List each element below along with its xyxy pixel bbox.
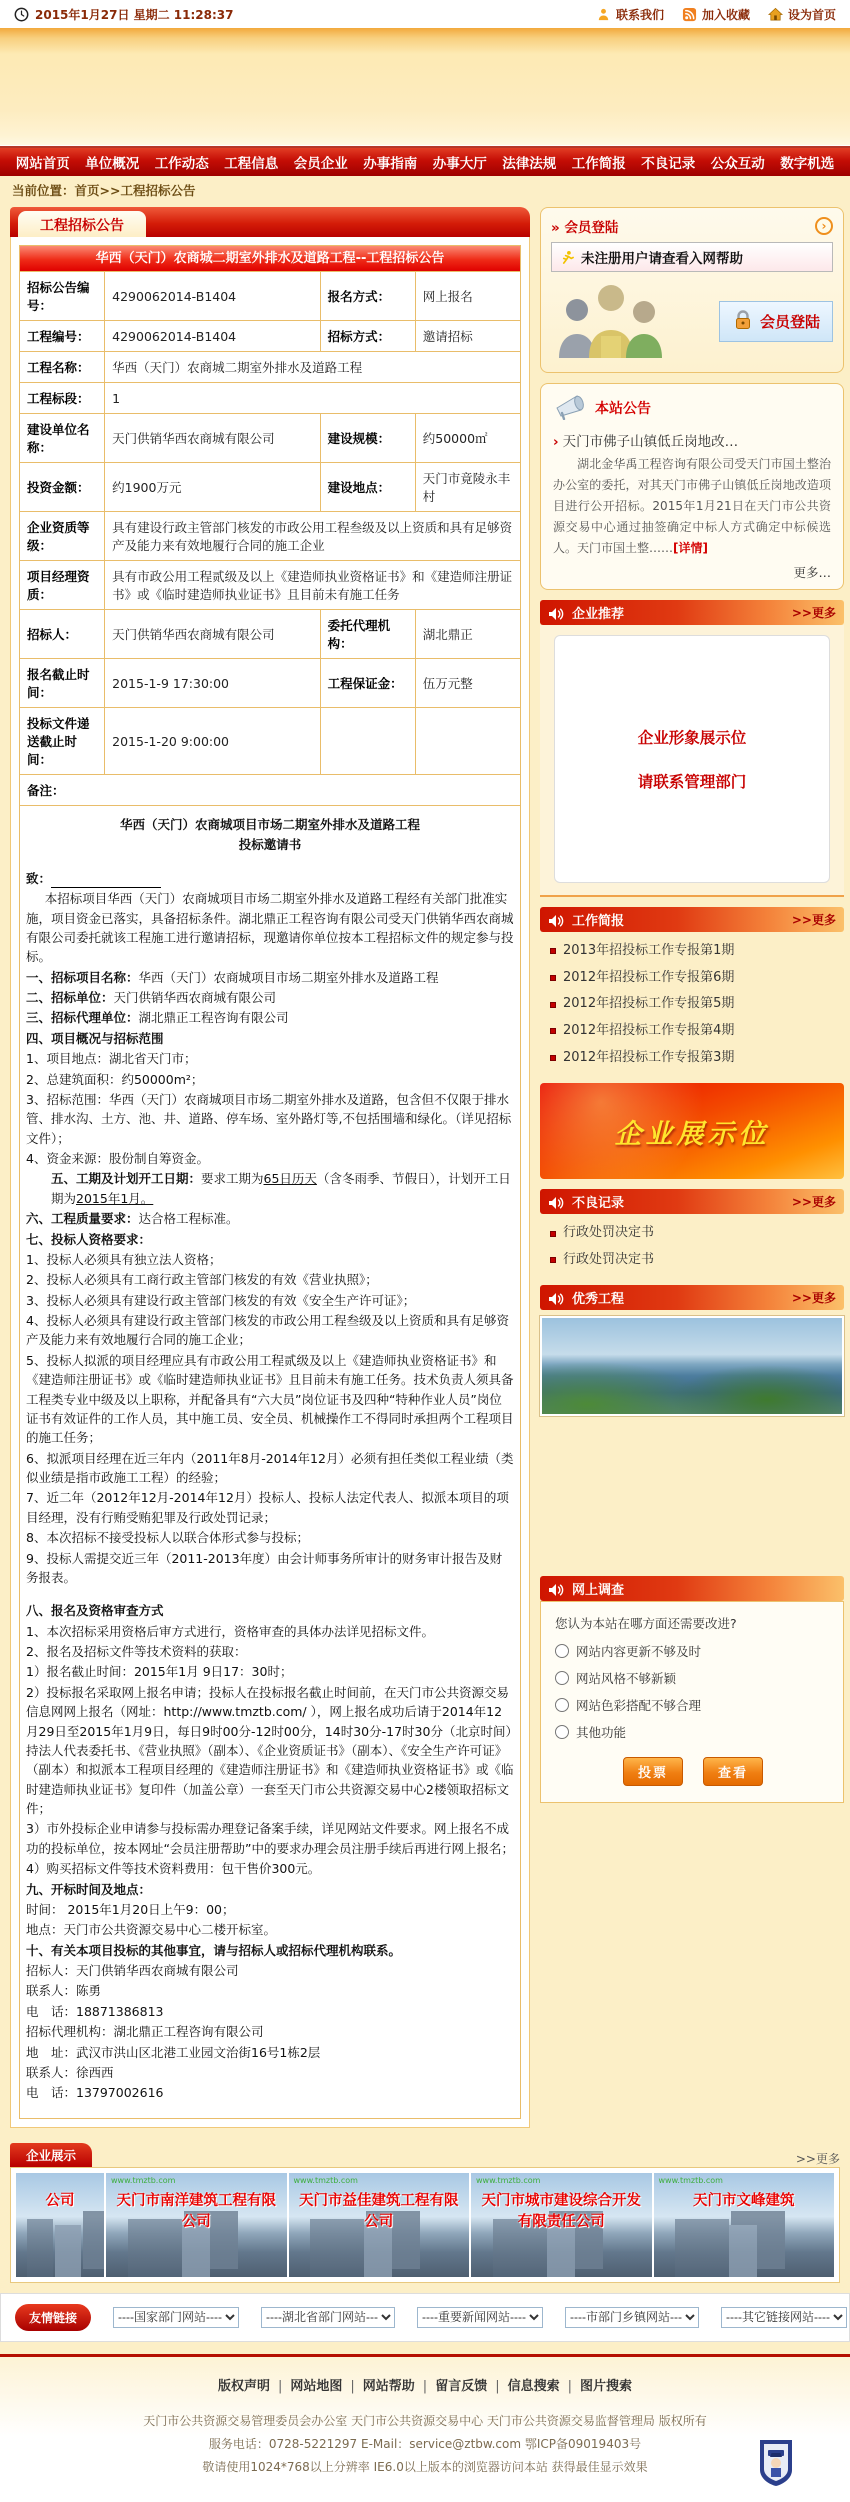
survey-option	[555, 1723, 831, 1741]
footer	[0, 2357, 850, 2502]
body-line: 投标邀请书	[238, 837, 302, 853]
nav-item-会员企业[interactable]: 会员企业	[293, 156, 348, 172]
body-line: 4、投标人必须具有建设行政主管部门核发的市政公用工程叁级及以上资质和具有足够资产及能力来有效地履行合同的施工企业；	[26, 1313, 509, 1348]
notice-more-link[interactable]: 更多…	[793, 565, 831, 580]
briefing-item-link[interactable]: 2012年招投标工作专报第6期	[550, 965, 840, 992]
announcement-title: 华西（天门）农商城二期室外排水及道路工程--工程招标公告	[19, 245, 521, 271]
field-label: 建设单位名称：	[20, 414, 105, 463]
sidebar-spacer	[540, 1416, 844, 1566]
briefing-item-link[interactable]: 2012年招投标工作专报第3期	[550, 1045, 840, 1072]
site-banner	[0, 28, 850, 146]
field-value	[415, 708, 520, 775]
body-line: 2、报名及招标文件等技术资料的获取：	[26, 1644, 247, 1659]
body-line: 本招标项目华西（天门）农商城项目市场二期室外排水及道路工程经有关部门批准实施，项目资金已落实，具备招标条件。湖北鼎正工程咨询有限公司受天门供销华西农商城有限公司委托就该工程施工进行邀请招标，现邀请你单位按本工程招标文件的规定参与投标。	[26, 891, 514, 965]
friend-links-select[interactable]	[417, 2307, 543, 2328]
breadcrumb	[0, 176, 850, 203]
body-line: 招标代理机构：湖北鼎正工程咨询有限公司	[26, 2024, 264, 2040]
site-notice-box	[540, 383, 844, 590]
contact-us-link[interactable]: 联系我们	[596, 6, 664, 23]
field-value: 湖北鼎正	[415, 610, 520, 659]
body-line: 1、投标人必须具有独立法人资格；	[26, 1251, 222, 1267]
nav-item-办事大厅[interactable]: 办事大厅	[432, 156, 487, 172]
rss-icon	[682, 7, 697, 22]
footer-link-网站帮助[interactable]: 网站帮助	[362, 2378, 415, 2394]
field-value: 具有市政公用工程贰级及以上《建造师执业资格证书》和《建造师注册证书》或《临时建造师执业证书》且目前未有施工任务	[105, 561, 521, 610]
banner-watermark: www.tmztb.com	[476, 2175, 541, 2185]
bullet-icon	[550, 1257, 556, 1263]
briefing-item-link[interactable]: 2012年招投标工作专报第5期	[550, 991, 840, 1018]
building-graphic	[27, 2219, 53, 2276]
notice-section-title: 本站公告	[595, 401, 651, 417]
survey-radio[interactable]	[555, 1698, 569, 1712]
body-line: 5、投标人拟派的项目经理应具有市政公用工程贰级及以上《建造师执业资格证书》和《建造师注册证书》或《临时建造师执业证书》且目前未有施工任务。技术负责人须具备工程类专业中级及以上职称，并配备具有“六大员”岗位证书及四种“特种作业人员”岗位证书有效证件的工作人员，其中施工员、安全员、机械操作工不得同时承担两个工程项目的施工任务；	[26, 1352, 514, 1446]
nav-item-工作简报[interactable]: 工作简报	[571, 156, 626, 172]
table-row	[20, 414, 521, 463]
survey-option	[555, 1696, 831, 1714]
breadcrumb-text: 当前位置：首页>>工程招标公告	[12, 182, 196, 198]
field-label	[320, 708, 415, 775]
body-line: 致：	[26, 869, 514, 888]
friend-links-bar	[0, 2293, 850, 2342]
body-line: 七、投标人资格要求：	[26, 1231, 152, 1247]
nav-item-办事指南[interactable]: 办事指南	[363, 156, 418, 172]
briefing-list	[540, 932, 844, 1073]
recommend-section-header: 企业推荐 >>更多	[540, 600, 844, 625]
clock-icon	[14, 7, 29, 22]
body-line: 2、总建筑面积：约50000m²；	[26, 1071, 204, 1087]
bullet-icon	[550, 1028, 556, 1034]
topbar	[0, 0, 850, 28]
body-line: 一、招标项目名称：华西（天门）农商城项目市场二期室外排水及道路工程	[26, 969, 439, 985]
survey-options	[555, 1642, 831, 1741]
field-value: 天门市竟陵永丰村	[415, 463, 520, 512]
field-value: 4290062014-B1404	[105, 272, 320, 321]
friend-links-select[interactable]	[113, 2307, 239, 2328]
footer-link-separator: |	[277, 2378, 283, 2394]
speaker-icon	[548, 1291, 564, 1305]
footer-link-separator: |	[495, 2378, 500, 2394]
body-line: 9、投标人需提交近三年（2011-2013年度）由会计师事务所审计的财务审计报告及财务报表。	[26, 1550, 503, 1585]
main-column	[10, 207, 530, 2128]
survey-box	[540, 1601, 844, 1803]
survey-radio[interactable]	[555, 1671, 569, 1685]
survey-option-label: 网站内容更新不够及时	[576, 1644, 702, 1660]
enterprise-banner[interactable]: 企业展示位	[540, 1083, 844, 1179]
panel-body	[10, 237, 530, 2128]
field-value: 1	[105, 383, 521, 414]
field-value: 2015-1-9 17:30:00	[105, 659, 320, 708]
add-favorite-link[interactable]: 加入收藏	[682, 6, 750, 23]
survey-option-label: 其他功能	[576, 1725, 627, 1741]
excellent-more-link[interactable]: >>更多	[791, 1291, 836, 1306]
field-label: 报名截止时间：	[20, 659, 105, 708]
members-graphic	[551, 280, 669, 362]
home-icon	[768, 7, 783, 22]
footer-link-separator: |	[422, 2378, 428, 2394]
briefing-more-link[interactable]: >>更多	[791, 913, 836, 927]
panel-title-tab: 工程招标公告	[18, 211, 146, 237]
body-line: 1、本次招标采用资格后审方式进行，资格审查的具体办法详见招标文件。	[26, 1623, 434, 1639]
nav-item-法律法规[interactable]: 法律法规	[502, 156, 557, 172]
banner-watermark: www.tmztb.com	[293, 2175, 358, 2185]
body-line: 3）市外投标企业申请参与投标需办理登记备案手续，详见网站文件要求。网上报名不成功的投标单位，按本网址“会员注册帮助”中的要求办理会员注册手续后再进行网上报名；	[26, 1821, 514, 1856]
showcase-title-tab: 企业展示	[10, 2143, 92, 2167]
speaker-icon	[548, 606, 564, 620]
showcase-strip	[10, 2168, 840, 2283]
table-row	[20, 610, 521, 659]
body-line	[26, 1588, 514, 1600]
footer-contact: 服务电话：0728-5221297 E-Mail：service@ztbw.com 鄂ICP备09019403号	[208, 2437, 642, 2452]
field-label: 工程标段：	[20, 383, 105, 414]
bad-records-section-header: 不良记录 >>更多	[540, 1189, 844, 1214]
company-banner-text: 天门市文峰建筑	[693, 2192, 795, 2209]
footer-browser-note: 敬请使用1024*768以上分辨率 IE6.0以上版本的浏览器访问本站 获得最佳显示效果	[202, 2460, 648, 2475]
notice-item-link[interactable]: › 天门市佛子山镇低丘岗地改…	[553, 434, 739, 450]
table-row	[20, 383, 521, 414]
table-row	[20, 512, 521, 561]
field-value: 约1900万元	[105, 463, 320, 512]
footer-links	[0, 2375, 850, 2394]
excellent-section-header: 优秀工程 >>更多	[540, 1285, 844, 1310]
survey-question: 您认为本站在哪方面还需要改进?	[555, 1616, 737, 1632]
body-line: 6、拟派项目经理在近三年内（2011年8月-2014年12月）必须有担任类似工程业绩（类似业绩是指市政施工工程）的经验；	[26, 1450, 514, 1485]
nav-item-工作动态[interactable]: 工作动态	[154, 156, 209, 172]
set-homepage-link[interactable]: 设为首页	[768, 6, 836, 23]
footer-link-separator: |	[567, 2378, 572, 2394]
field-label: 报名方式：	[320, 272, 415, 321]
recommend-placeholder: 企业形象展示位 请联系管理部门	[554, 635, 830, 883]
field-value: 具有建设行政主管部门核发的市政公用工程叁级及以上资质和具有足够资产及能力来有效地履行合同的施工企业	[105, 512, 521, 561]
nav-item-工程信息[interactable]: 工程信息	[224, 156, 279, 172]
police-badge-icon[interactable]	[754, 2436, 798, 2488]
recommend-body	[540, 625, 844, 897]
body-line: 六、工程质量要求：达合格工程标准。	[26, 1211, 239, 1227]
field-label: 招标人：	[20, 610, 105, 659]
banner-watermark: www.tmztb.com	[658, 2175, 723, 2185]
field-label: 委托代理机构：	[320, 610, 415, 659]
body-line: 二、招标单位：天门供销华西农商城有限公司	[26, 990, 277, 1005]
company-banner-text: 天门市南洋建筑工程有限公司	[116, 2192, 276, 2230]
table-row	[20, 659, 521, 708]
briefing-section-header: 工作简报 >>更多	[540, 907, 844, 932]
nav-item-单位概况[interactable]: 单位概况	[85, 156, 140, 172]
body-line: 地 址：武汉市洪山区北港工业园文治街16号1栋2层	[26, 2044, 321, 2060]
survey-radio[interactable]	[555, 1644, 569, 1658]
register-help-button[interactable]: 未注册用户请查看入网帮助	[551, 242, 833, 272]
body-line: 8、本次招标不接受投标人以联合体形式参与投标；	[26, 1530, 309, 1546]
company-banner[interactable]	[289, 2173, 470, 2277]
login-section-title: » 会员登陆	[551, 220, 619, 236]
member-login-box	[540, 207, 844, 373]
field-label: 工程编号：	[20, 321, 105, 352]
body-line: 三、招标代理单位：湖北鼎正工程咨询有限公司	[26, 1010, 289, 1026]
excellent-project-photo[interactable]	[540, 1316, 844, 1416]
body-line: 电 话：13797002616	[26, 2085, 164, 2101]
banner-watermark: www.tmztb.com	[111, 2175, 176, 2185]
footer-copyright: 天门市公共资源交易管理委员会办公室 天门市公共资源交易中心 天门市公共资源交易监督管理局 版权所有	[143, 2413, 707, 2428]
body-line: 4）购买招标文件等技术资料费用：包干售价300元。	[26, 1861, 321, 1877]
survey-option-label: 网站风格不够新颖	[576, 1671, 677, 1687]
building-graphic	[675, 2219, 729, 2276]
field-label: 招标方式：	[320, 321, 415, 352]
bullet-icon	[550, 948, 556, 954]
bad-records-list	[540, 1214, 844, 1275]
speaker-icon	[548, 1195, 564, 1209]
body-line: 3、招标范围：华西（天门）农商城项目市场二期室外排水及道路，包含但不仅限于排水管、排水沟、土方、池、井、道路、停车场、室外路灯等,不包括围墙和绿化。（详见招标文件）；	[26, 1091, 512, 1146]
table-row	[20, 272, 521, 321]
survey-option	[555, 1669, 831, 1687]
bullet-icon	[550, 1002, 556, 1008]
company-banner[interactable]	[106, 2173, 287, 2277]
body-line: 1）报名截止时间：2015年1月 9日17：30时；	[26, 1664, 293, 1680]
table-row	[20, 708, 521, 775]
field-label: 企业资质等级：	[20, 512, 105, 561]
body-line: 地点：天门市公共资源交易中心二楼开标室。	[26, 1922, 277, 1938]
footer-link-版权声明[interactable]: 版权声明	[217, 2378, 270, 2394]
field-label: 招标公告编号：	[20, 272, 105, 321]
field-value: 约50000㎡	[415, 414, 520, 463]
field-label: 工程保证金：	[320, 659, 415, 708]
field-value: 4290062014-B1404	[105, 321, 320, 352]
recommend-more-link[interactable]: >>更多	[791, 606, 836, 620]
body-line: 2）投标报名采取网上报名申请；投标人在投标报名截止时间前，在天门市公共资源交易信息网网上报名（网址：http://www.tmztb.com/ ），网上报名成功后请于2014年12月29日至2015年1月9日，每日9时00分-12时00分，14时30分-17时30分（北京时间）持法人代表委托书、《营业执照》（副本）、《企业资质证书》（副本）、《安全生产许可证》（副本）和拟派本工程项目经理的《建造师注册证书》和《建造师执业资格证书》或《临时建造师执业证书》复印件（加盖公章）一套至天门市公共资源交易中心2楼领取招标文件；	[26, 1684, 514, 1816]
sidebar	[540, 207, 844, 1803]
nav-item-公众互动[interactable]: 公众互动	[710, 156, 765, 172]
body-line: 4、资金来源：股份制自筹资金。	[26, 1151, 209, 1166]
field-label: 投资金额：	[20, 463, 105, 512]
table-row	[20, 561, 521, 610]
field-value: 天门供销华西农商城有限公司	[105, 414, 320, 463]
table-row	[20, 352, 521, 383]
footer-link-留言反馈[interactable]: 留言反馈	[435, 2378, 488, 2394]
footer-link-信息搜索[interactable]: 信息搜索	[507, 2378, 560, 2394]
survey-section-header: 网上调查	[540, 1576, 844, 1601]
arrow-circle-icon[interactable]: ›	[815, 217, 833, 235]
company-banner[interactable]	[654, 2173, 835, 2277]
body-line: 联系人：徐西西	[26, 2064, 114, 2080]
company-banner[interactable]	[16, 2173, 104, 2277]
company-banner[interactable]	[471, 2173, 652, 2277]
body-line: 联系人：陈勇	[26, 1983, 102, 1999]
friend-links-select[interactable]	[721, 2307, 847, 2328]
field-value: 2015-1-20 9:00:00	[105, 708, 320, 775]
table-row	[20, 463, 521, 512]
nav-item-数字机选[interactable]: 数字机选	[780, 156, 835, 172]
briefing-item-link[interactable]: 2013年招投标工作专报第1期	[550, 938, 840, 965]
field-label: 投标文件递送截止时间：	[20, 708, 105, 775]
field-value: 邀请招标	[415, 321, 520, 352]
showcase-more-link[interactable]: >>更多	[795, 2151, 840, 2166]
field-value: 网上报名	[415, 272, 520, 321]
footer-link-separator: |	[350, 2378, 355, 2394]
body-line: 华西（天门）农商城项目市场二期室外排水及道路工程	[119, 817, 420, 832]
body-line: 1、项目地点：湖北省天门市；	[26, 1051, 197, 1067]
bad-record-item-link[interactable]: 行政处罚决定书	[550, 1220, 840, 1247]
bullet-icon	[550, 975, 556, 981]
table-row	[20, 321, 521, 352]
field-label: 建设地点：	[320, 463, 415, 512]
field-value: 天门供销华西农商城有限公司	[105, 610, 320, 659]
footer-link-网站地图[interactable]: 网站地图	[290, 2378, 343, 2394]
body-line: 九、开标时间及地点：	[26, 1881, 152, 1897]
field-label: 项目经理资质：	[20, 561, 105, 610]
nav-item-不良记录[interactable]: 不良记录	[641, 156, 696, 172]
person-icon	[596, 7, 611, 22]
current-datetime: 2015年1月27日 星期二 11:28:37	[35, 7, 234, 22]
runner-icon	[560, 250, 575, 265]
member-login-button[interactable]: 会员登陆	[719, 301, 833, 342]
footer-link-图片搜索[interactable]: 图片搜索	[580, 2378, 633, 2394]
main-nav	[0, 146, 850, 176]
company-banner-text: 公司	[45, 2192, 75, 2209]
body-line: 2、投标人必须具有工商行政主管部门核发的有效《营业执照》；	[26, 1272, 378, 1288]
table-row	[20, 775, 521, 806]
company-banner-text: 天门市益佳建筑工程有限公司	[299, 2192, 459, 2230]
field-label: 备注：	[20, 775, 521, 806]
speaker-icon	[548, 1582, 564, 1596]
survey-radio[interactable]	[555, 1725, 569, 1739]
field-value: 伍万元整	[415, 659, 520, 708]
field-label: 工程名称：	[20, 352, 105, 383]
company-banner-text: 天门市城市建设综合开发有限责任公司	[481, 2192, 641, 2230]
vote-button[interactable]: 投票	[623, 1757, 683, 1786]
announcement-body	[19, 806, 521, 2119]
bad-record-item-link[interactable]: 行政处罚决定书	[550, 1247, 840, 1274]
friend-links-badge: 友情链接	[15, 2304, 91, 2331]
friend-links-select[interactable]	[261, 2307, 395, 2328]
content-area	[0, 203, 850, 2138]
speaker-icon	[548, 913, 564, 927]
body-line: 八、报名及资格审查方式	[26, 1603, 164, 1619]
body-line: 7、近二年（2012年12月-2014年12月）投标人、投标人法定代表人、拟派本项目的项目经理，没有行贿受贿犯罪及行政处罚记录；	[26, 1490, 509, 1525]
body-line: 四、项目概况与招标范围	[26, 1030, 164, 1046]
megaphone-icon	[553, 392, 587, 424]
bullet-icon	[550, 1231, 556, 1237]
body-line: 时间： 2015年1月20日上午9：00；	[26, 1901, 235, 1917]
notice-detail-link[interactable]: [详情]	[673, 541, 708, 555]
notice-body-text: 湖北金华禹工程咨询有限公司受天门市国土整治办公室的委托，对其天门市佛子山镇低丘岗地改造项目进行公开招标。2015年1月21日在天门市公共资源交易中心通过抽签确定中标人方式确定中标候选人。天门市国土整……[详情]	[553, 457, 831, 555]
briefing-item-link[interactable]: 2012年招投标工作专报第4期	[550, 1018, 840, 1045]
body-line: 电 话：18871386813	[26, 2003, 164, 2019]
body-line: 招标人：天门供销华西农商城有限公司	[26, 1963, 239, 1978]
lock-icon	[732, 309, 754, 334]
field-label: 建设规模：	[320, 414, 415, 463]
bad-records-more-link[interactable]: >>更多	[791, 1195, 836, 1210]
view-results-button[interactable]: 查看	[703, 1757, 763, 1786]
body-line: 3、投标人必须具有建设行政主管部门核发的有效《安全生产许可证》；	[26, 1292, 416, 1308]
bullet-icon	[550, 1055, 556, 1061]
survey-option-label: 网站色彩搭配不够合理	[576, 1698, 702, 1714]
field-value: 华西（天门）农商城二期室外排水及道路工程	[105, 352, 521, 383]
showcase-section	[10, 2144, 840, 2283]
announcement-info-table	[19, 271, 521, 806]
nav-item-网站首页[interactable]: 网站首页	[15, 156, 70, 172]
panel-header	[10, 207, 530, 237]
body-line	[26, 856, 514, 868]
body-line: 十、有关本项目投标的其他事宜，请与招标人或招标代理机构联系。	[26, 1942, 402, 1958]
body-line: 五、工期及计划开工日期：要求工期为65日历天（含冬雨季、节假日），计划开工日期为2015年1月。	[51, 1171, 511, 1206]
survey-option	[555, 1642, 831, 1660]
friend-links-select[interactable]	[565, 2307, 699, 2328]
